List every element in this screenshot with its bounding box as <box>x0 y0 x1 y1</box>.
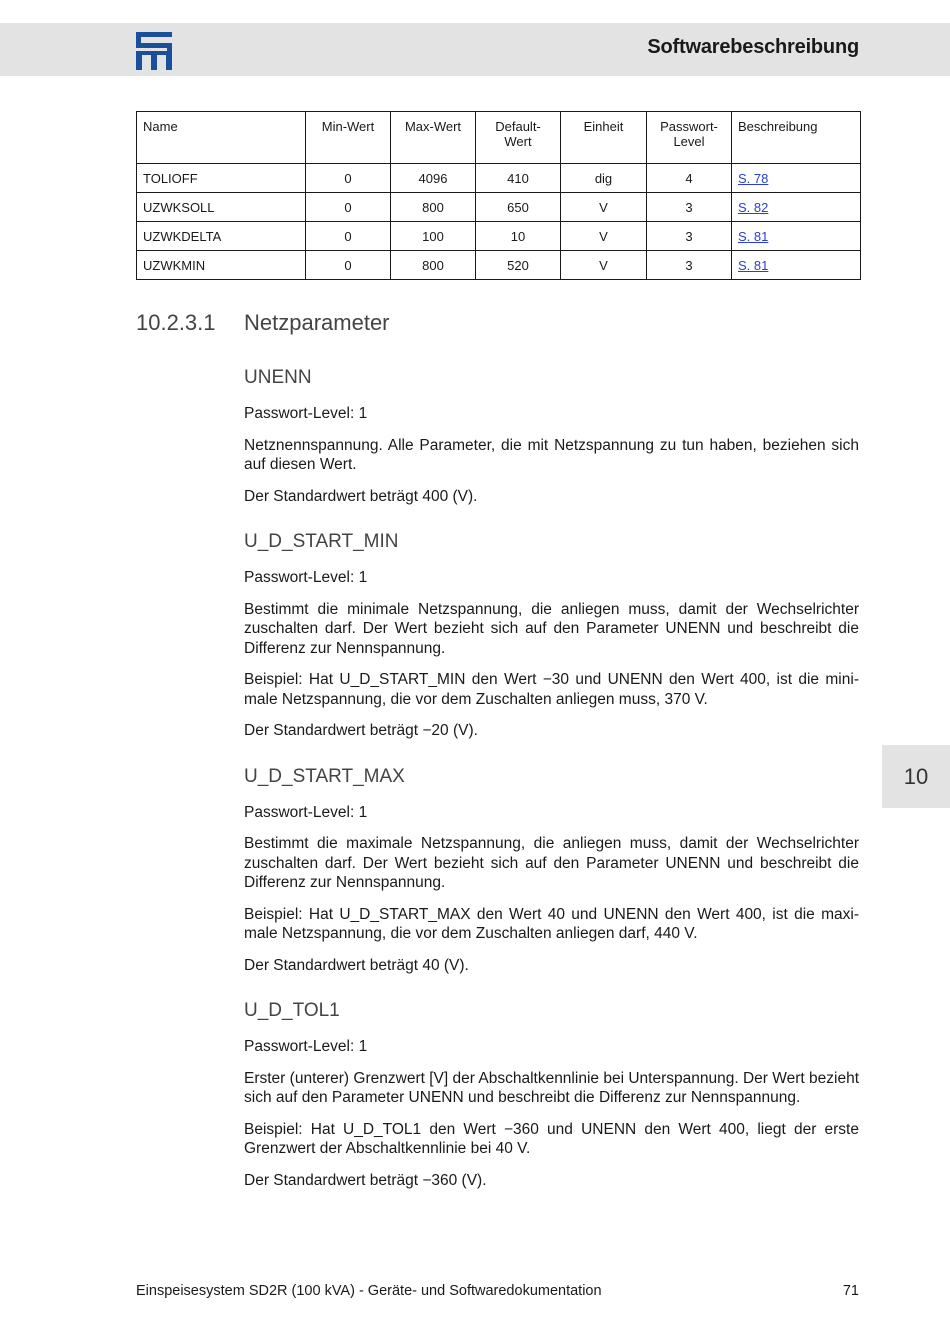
table-cell: 800 <box>391 193 476 222</box>
table-cell <box>732 222 861 251</box>
password-level-text: Passwort-Level: 1 <box>244 1038 368 1055</box>
parameter-table <box>136 111 861 280</box>
page-reference-link[interactable]: S. 82 <box>738 199 769 215</box>
description-paragraph: Netznennspannung. Alle Parameter, die mit Netzspannung zu tun haben, beziehen sich auf diesen Wert. <box>244 436 859 473</box>
table-row <box>137 164 861 193</box>
table-cell: UZWKDELTA <box>137 222 306 251</box>
table-cell <box>732 164 861 193</box>
table-cell: 800 <box>391 251 476 280</box>
table-cell: 650 <box>476 193 561 222</box>
parameter-name: UNENN <box>244 367 312 388</box>
section-title: Netzparameter <box>244 310 390 335</box>
parameter-name: U_D_TOL1 <box>244 1000 340 1021</box>
table-cell: 0 <box>306 193 391 222</box>
table-cell: UZWKMIN <box>137 251 306 280</box>
column-header: Beschreibung <box>732 112 861 164</box>
parameter-descriptions <box>244 366 859 1214</box>
description-paragraph: Bestimmt die minimale Netzspannung, die anliegen muss, damit der Wechselrichter zuschalten darf. Der Wert bezieht sich auf den Parameter UNENN und beschreibt die Differenz zur Nennspannung. <box>244 600 859 657</box>
table-cell: V <box>561 193 647 222</box>
footer-document-title: Einspeisesystem SD2R (100 kVA) - Geräte- und Softwaredokumentation <box>136 1283 602 1299</box>
table-cell: 3 <box>647 193 732 222</box>
table-cell: 0 <box>306 222 391 251</box>
company-logo-icon <box>136 32 172 70</box>
table-cell: UZWKSOLL <box>137 193 306 222</box>
parameter-name: U_D_START_MAX <box>244 765 405 787</box>
table-cell: 4096 <box>391 164 476 193</box>
parameter-block-u-d-start-max <box>244 765 859 976</box>
table-cell: 410 <box>476 164 561 193</box>
table-cell: 0 <box>306 251 391 280</box>
table-row <box>137 193 861 222</box>
table-cell <box>732 251 861 280</box>
table-cell: 3 <box>647 222 732 251</box>
chapter-tab: 10 <box>882 745 950 808</box>
default-value-text: Der Standardwert beträgt 400 (V). <box>244 487 478 505</box>
column-header: Min-Wert <box>306 112 391 164</box>
password-level-text: Passwort-Level: 1 <box>244 803 368 821</box>
table-cell: TOLIOFF <box>137 164 306 193</box>
table-row <box>137 251 861 280</box>
table-cell: 0 <box>306 164 391 193</box>
column-header: Einheit <box>561 112 647 164</box>
default-value-text: Der Standardwert beträgt −20 (V). <box>244 722 478 739</box>
page-header-title: Softwarebeschreibung <box>647 36 859 58</box>
page-reference-link[interactable]: S. 78 <box>738 170 769 186</box>
table-cell <box>732 193 861 222</box>
table-cell: 10 <box>476 222 561 251</box>
description-paragraph: Bestimmt die maximale Netzspannung, die anliegen muss, damit der Wechselrichter zuschalten darf. Der Wert bezieht sich auf den Parameter UNENN und beschreibt die Differenz zur Nennspannung. <box>244 835 859 891</box>
column-header: Max-Wert <box>391 112 476 164</box>
table-cell: 3 <box>647 251 732 280</box>
example-paragraph: Beispiel: Hat U_D_TOL1 den Wert −360 und UNENN den Wert 400, liegt der erste Grenzwert der Abschaltkennlinie bei 40 V. <box>244 1120 859 1157</box>
example-paragraph: Beispiel: Hat U_D_START_MAX den Wert 40 und UNENN den Wert 400, ist die maximale Netzspannung, die vor dem Zuschalten anliegen darf, 440 V. <box>244 905 859 942</box>
parameter-block-u-d-tol1 <box>244 999 859 1190</box>
column-header: Default-Wert <box>476 112 561 164</box>
page-reference-link[interactable]: S. 81 <box>738 257 769 273</box>
table-cell: V <box>561 222 647 251</box>
table-cell: 100 <box>391 222 476 251</box>
table-cell: 520 <box>476 251 561 280</box>
table-cell: 4 <box>647 164 732 193</box>
password-level-text: Passwort-Level: 1 <box>244 569 368 586</box>
table-cell: V <box>561 251 647 280</box>
footer-page-number: 71 <box>842 1283 859 1299</box>
column-header: Name <box>137 112 306 164</box>
parameter-name: U_D_START_MIN <box>244 531 399 552</box>
default-value-text: Der Standardwert beträgt 40 (V). <box>244 956 469 974</box>
table-cell: dig <box>561 164 647 193</box>
password-level-text: Passwort-Level: 1 <box>244 405 368 422</box>
section-number: 10.2.3.1 <box>136 310 216 335</box>
default-value-text: Der Standardwert beträgt −360 (V). <box>244 1171 487 1189</box>
parameter-block-u-d-start-min <box>244 530 859 741</box>
column-header: Passwort-Level <box>647 112 732 164</box>
description-paragraph: Erster (unterer) Grenzwert [V] der Abschaltkennlinie bei Unterspannung. Der Wert bezieht sich auf den Parameter UNENN und beschreibt die Differenz zur Nennspannung. <box>244 1069 859 1106</box>
table-row <box>137 222 861 251</box>
example-paragraph: Beispiel: Hat U_D_START_MIN den Wert −30 und UNENN den Wert 400, ist die minimale Netzspannung, die vor dem Zuschalten anliegen muss, 370 V. <box>244 671 859 708</box>
table-header-row <box>137 112 861 164</box>
page-reference-link[interactable]: S. 81 <box>738 228 769 244</box>
parameter-block-unenn <box>244 366 859 506</box>
